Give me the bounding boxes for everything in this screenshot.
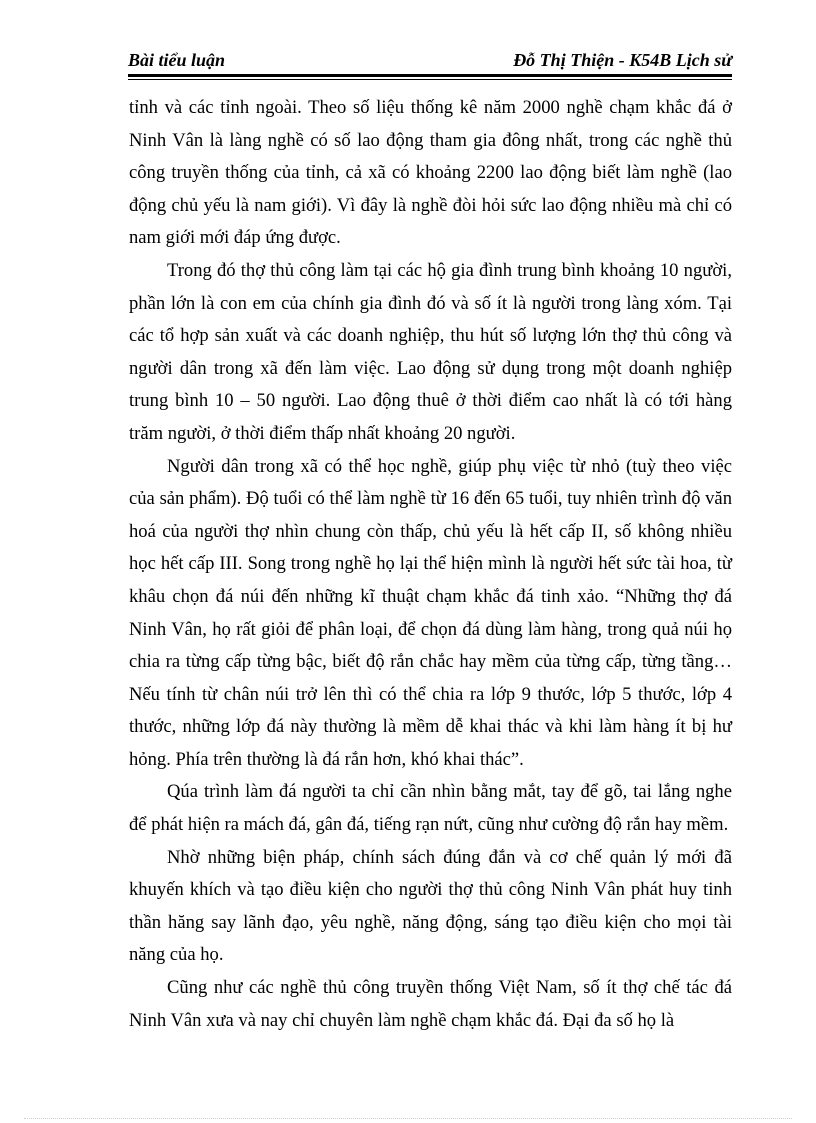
paragraph: Trong đó thợ thủ công làm tại các hộ gia đình trung bình khoảng 10 người, phần lớn là con em của chính gia đình đó và số ít là người trong làng xóm. Tại các tổ hợp sản xuất và các doanh nghiệp, thu hút số lượng lớn thợ thủ công và người dân trong xã đến làm việc. Lao động sử dụng trong một doanh nghiệp trung bình 10 – 50 người. Lao động thuê ở thời điểm cao nhất là có tới hàng trăm người, ở thời điểm thấp nhất khoảng 20 người.	[129, 259, 732, 444]
header-right-title: Đỗ Thị Thiện - K54B Lịch sử	[513, 50, 732, 70]
paragraph: Qúa trình làm đá người ta chỉ cần nhìn bằng mắt, tay để gõ, tai lắng nghe để phát hiện ra mách đá, gân đá, tiếng rạn nứt, cũng như cường độ rắn hay mềm.	[129, 781, 732, 836]
header-rule-thick	[128, 74, 732, 77]
header-left-title: Bài tiểu luận	[128, 50, 226, 70]
body-text	[129, 92, 732, 1037]
page-header	[128, 48, 732, 72]
page-bottom-border	[24, 1118, 792, 1119]
header-rule-thin	[128, 79, 732, 80]
paragraph-continuation: tỉnh và các tỉnh ngoài. Theo số liệu thống kê năm 2000 nghề chạm khắc đá ở Ninh Vân là làng nghề có số lao động tham gia đông nhất, trong các nghề thủ công truyền thống của tỉnh, cả xã có khoảng 2200 lao động biết làm nghề (lao động chủ yếu là nam giới). Vì đây là nghề đòi hỏi sức lao động nhiều mà chỉ có nam giới mới đáp ứng được.	[129, 97, 732, 249]
paragraph: Nhờ những biện pháp, chính sách đúng đắn và cơ chế quản lý mới đã khuyến khích và tạo điều kiện cho người thợ thủ công Ninh Vân phát huy tinh thần hăng say lãnh đạo, yêu nghề, năng động, sáng tạo điều kiện cho mọi tài năng của họ.	[129, 846, 732, 966]
paragraph: Cũng như các nghề thủ công truyền thống Việt Nam, số ít thợ chế tác đá Ninh Vân xưa và nay chỉ chuyên làm nghề chạm khắc đá. Đại đa số họ là	[129, 977, 732, 1031]
paragraph: Người dân trong xã có thể học nghề, giúp phụ việc từ nhỏ (tuỳ theo việc của sản phẩm). Độ tuổi có thể làm nghề từ 16 đến 65 tuổi, tuy nhiên trình độ văn hoá của người thợ nhìn chung còn thấp, chủ yếu là hết cấp II, số không nhiều học hết cấp III. Song trong nghề họ lại thể hiện mình là người hết sức tài hoa, từ khâu chọn đá núi đến những kĩ thuật chạm khắc đá tinh xảo. “Những thợ đá Ninh Vân, họ rất giỏi để phân loại, để chọn đá dùng làm hàng, trong quả núi họ chia ra từng cấp từng bậc, biết độ rắn chắc hay mềm của từng cấp, từng tầng… Nếu tính từ chân núi trở lên thì có thể chia ra lớp 9 thước, lớp 5 thước, lớp 4 thước, những lớp đá này thường là mềm dễ khai thác và khi làm hàng ít bị hư hỏng. Phía trên thường là đá rắn hơn, khó khai thác”.	[129, 455, 732, 770]
